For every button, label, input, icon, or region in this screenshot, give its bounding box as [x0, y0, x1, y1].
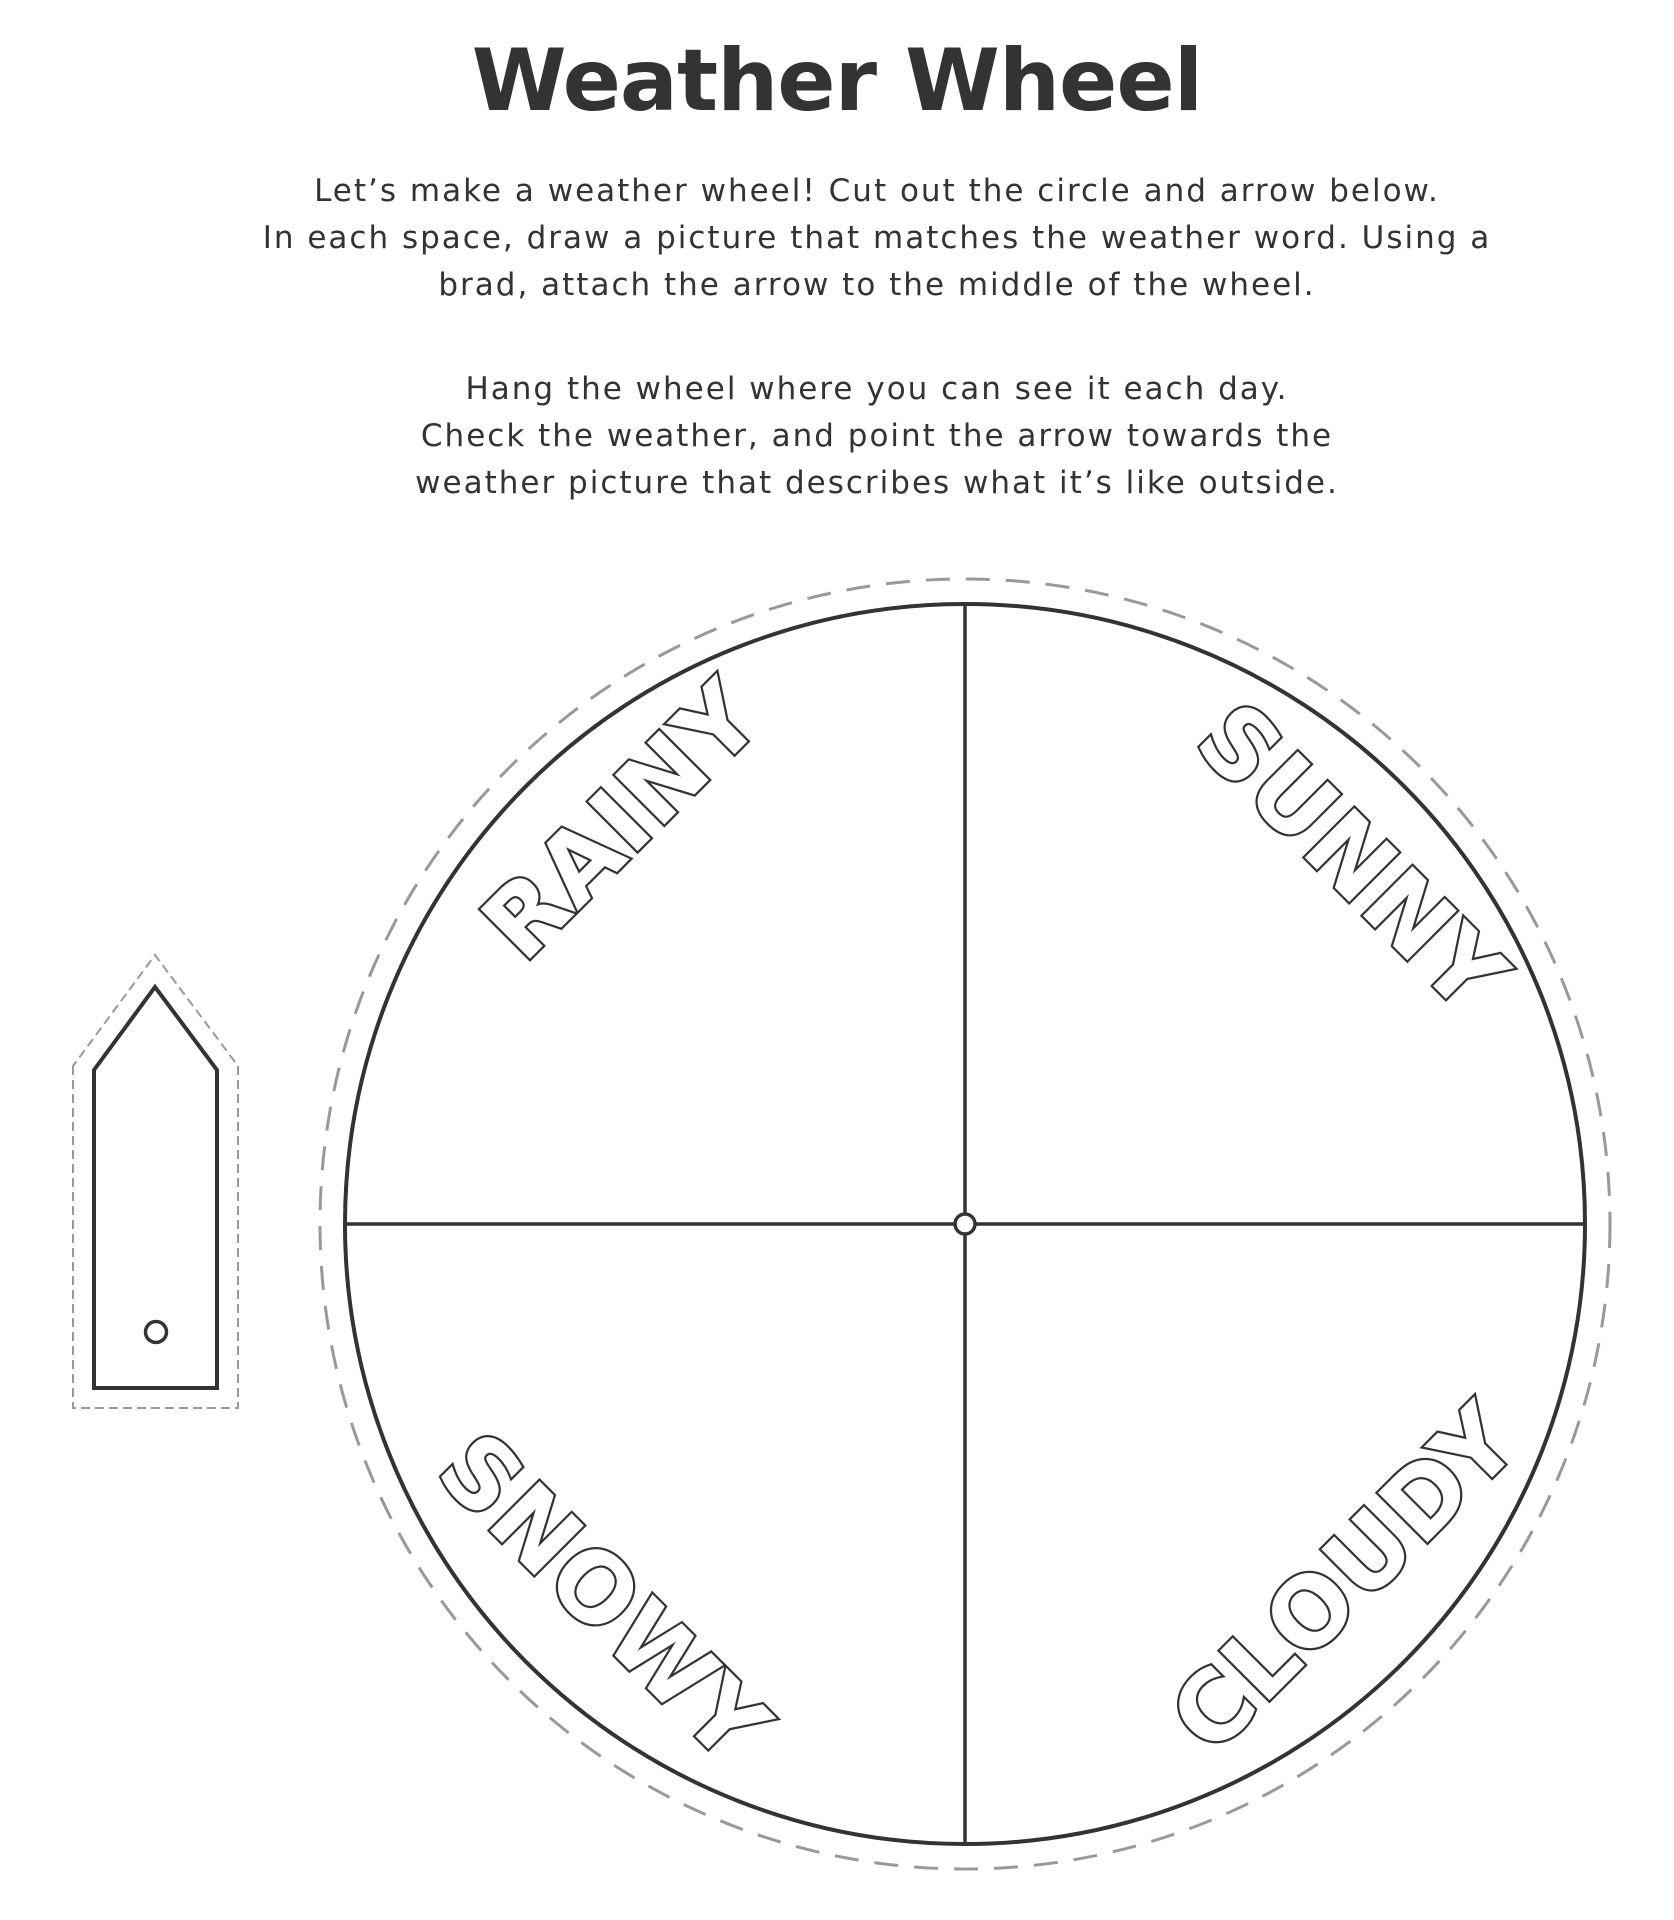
instruction-line: In each space, draw a picture that matches the weather word. Using a	[262, 220, 1492, 256]
instruction-line: brad, attach the arrow to the middle of the wheel.	[438, 267, 1316, 303]
instruction-line: Check the weather, and point the arrow towards the	[420, 418, 1334, 454]
instruction-line: Hang the wheel where you can see it each day.	[465, 371, 1289, 407]
wheel-label-cloudy: CLOUDY	[1149, 1382, 1541, 1774]
instruction-line: Let’s make a weather wheel! Cut out the circle and arrow below.	[314, 173, 1440, 209]
instruction-line: weather picture that describes what it’s like outside.	[415, 465, 1339, 501]
page-title: Weather Wheel	[471, 31, 1203, 131]
wheel-label-rainy: RAINY	[460, 658, 784, 982]
wheel-center-hole-icon	[955, 1214, 975, 1234]
wheel-label-sunny: SUNNY	[1175, 681, 1529, 1035]
wheel-label-snowy: SNOWY	[417, 1411, 791, 1785]
